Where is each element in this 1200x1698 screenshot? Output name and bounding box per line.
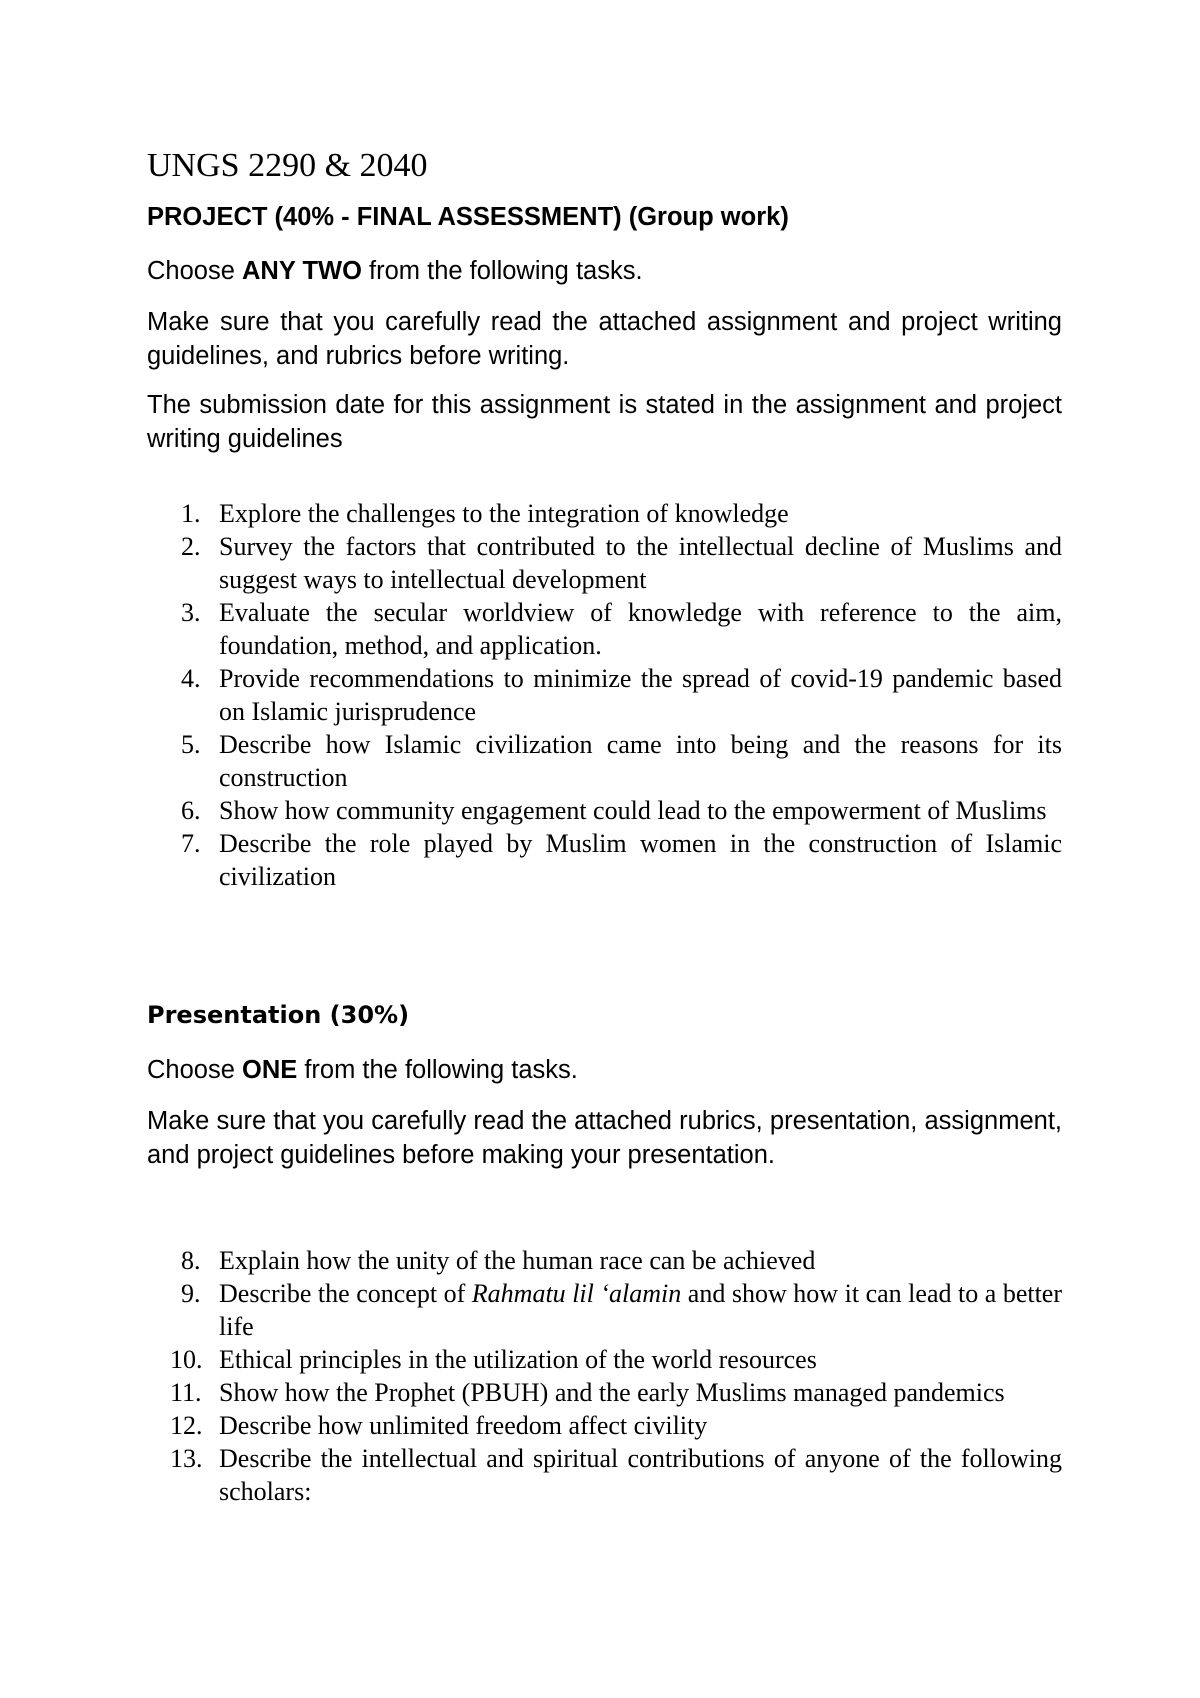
list-item-number: 4.: [181, 664, 201, 693]
list-item-number: 7.: [181, 829, 201, 858]
list-item-number: 1.: [181, 499, 201, 528]
list-item: [147, 728, 1062, 794]
presentation-choose-bold: ONE: [241, 1056, 298, 1084]
list-item-text: Survey the factors that contributed to the intellectual decline of Muslims and suggest ways to intellectual development: [219, 532, 1062, 594]
course-code-title: UNGS 2290 & 2040: [147, 147, 428, 184]
list-item: [147, 827, 1062, 893]
list-item-text: Provide recommendations to minimize the spread of covid-19 pandemic based on Islamic jurisprudence: [219, 664, 1062, 726]
list-item-italic-term: Rahmatu lil ‘alamin: [471, 1279, 682, 1308]
list-item-text: Describe the intellectual and spiritual contributions of anyone of the following scholars:: [219, 1444, 1062, 1506]
list-item-text: Describe how unlimited freedom affect civility: [219, 1411, 708, 1440]
list-item-number: 13.: [170, 1444, 203, 1473]
list-item-text: Evaluate the secular worldview of knowledge with reference to the aim, foundation, method, and application.: [219, 598, 1062, 660]
list-item-text-suffix: and show how it can lead to a better life: [219, 1279, 1063, 1341]
list-item-text: Explore the challenges to the integration of knowledge: [219, 499, 789, 528]
project-choose-suffix: from the following tasks.: [361, 257, 643, 285]
presentation-choose-prefix: Choose: [147, 1056, 242, 1084]
presentation-choose-suffix: from the following tasks.: [297, 1056, 578, 1084]
project-choose-line: [147, 254, 1062, 288]
project-task-list: [147, 497, 1062, 893]
list-item-text: Explain how the unity of the human race can be achieved: [219, 1246, 816, 1275]
list-item: [147, 1244, 1062, 1277]
list-item-number: 10.: [170, 1345, 203, 1374]
list-item: [147, 662, 1062, 728]
project-heading: PROJECT (40% - FINAL ASSESSMENT) (Group work): [147, 203, 789, 231]
list-item: [147, 497, 1062, 530]
list-item-text: Ethical principles in the utilization of the world resources: [219, 1345, 817, 1374]
list-item-number: 9.: [181, 1279, 201, 1308]
list-item: [147, 596, 1062, 662]
list-item-text: Describe the concept of: [219, 1279, 472, 1308]
project-instruction: Make sure that you carefully read the attached assignment and project writing guidelines, and rubrics before writing.: [147, 308, 1062, 370]
list-item-number: 11.: [170, 1378, 202, 1407]
list-item-text: Describe the role played by Muslim women in the construction of Islamic civilization: [219, 829, 1062, 891]
list-item-number: 12.: [170, 1411, 203, 1440]
list-item: [147, 794, 1062, 827]
presentation-choose-line: [147, 1053, 1062, 1087]
project-choose-bold: ANY TWO: [241, 257, 362, 285]
list-item: [147, 1376, 1062, 1409]
list-item: [147, 1343, 1062, 1376]
list-item-text: Show how the Prophet (PBUH) and the early Muslims managed pandemics: [219, 1378, 1005, 1407]
presentation-task-list: [147, 1244, 1062, 1508]
list-item-number: 2.: [181, 532, 201, 561]
list-item-text: Describe how Islamic civilization came into being and the reasons for its construction: [219, 730, 1062, 792]
list-item-number: 6.: [181, 796, 201, 825]
project-submission-note: The submission date for this assignment is stated in the assignment and project writing guidelines: [147, 391, 1062, 453]
list-item: [147, 1277, 1062, 1343]
list-item-number: 8.: [181, 1246, 201, 1275]
project-choose-prefix: Choose: [147, 257, 242, 285]
list-item-number: 3.: [181, 598, 201, 627]
list-item: [147, 1442, 1062, 1508]
list-item-number: 5.: [181, 730, 201, 759]
presentation-heading: Presentation (30%): [147, 1001, 410, 1029]
list-item: [147, 530, 1062, 596]
presentation-instruction: Make sure that you carefully read the attached rubrics, presentation, assignment, and project guidelines before making your presentation.: [147, 1107, 1062, 1169]
list-item-text: Show how community engagement could lead to the empowerment of Muslims: [219, 796, 1047, 825]
list-item: [147, 1409, 1062, 1442]
